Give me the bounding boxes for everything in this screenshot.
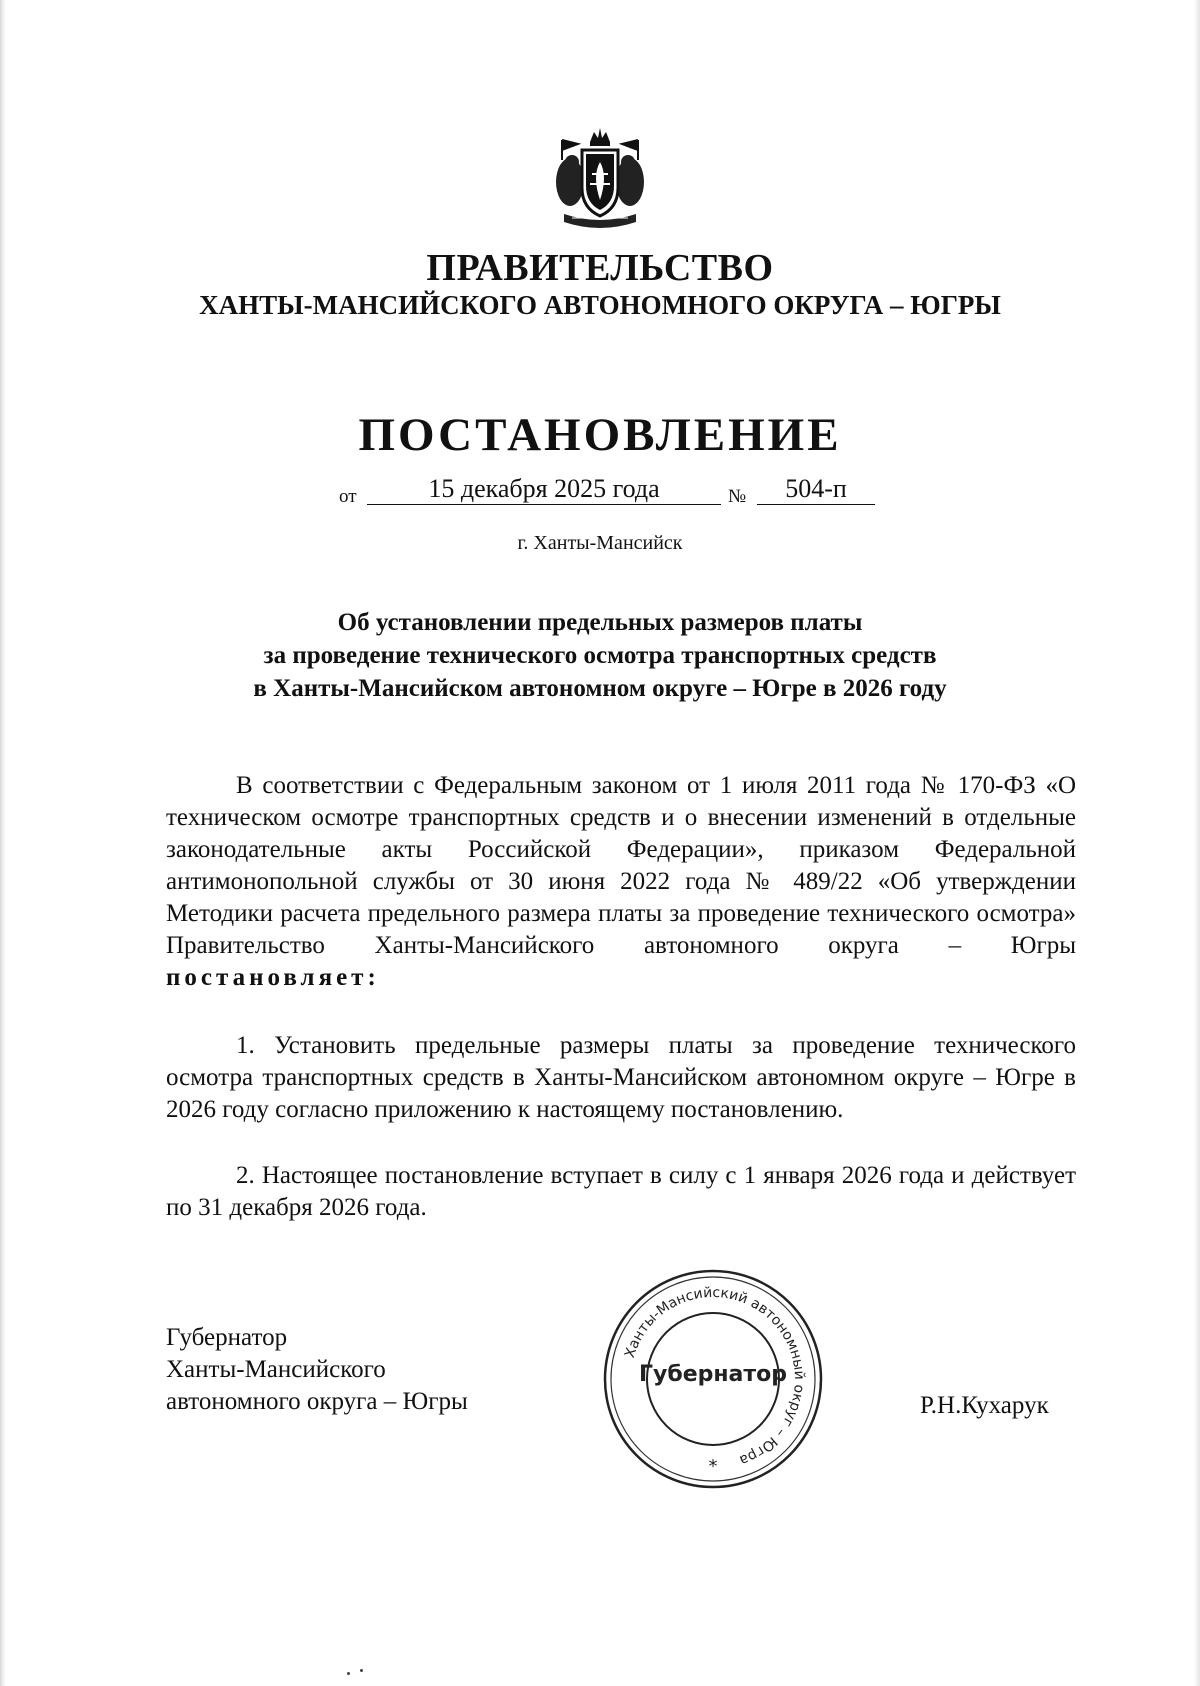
signer-title-line: Ханты-Мансийского (166, 1356, 386, 1383)
seal-star: * (708, 1456, 718, 1477)
item-paragraph: 2. Настоящее постановление вступает в силу с 1 января 2026 года и действует по 31 декабря 2026 года. (166, 1162, 1076, 1221)
coat-of-arms-icon (552, 126, 648, 234)
scan-speck (360, 1669, 363, 1672)
document-date: 15 декабря 2025 года (367, 474, 721, 505)
document-number: 504-п (757, 474, 875, 505)
number-label: № (728, 486, 747, 507)
item-paragraph: 1. Установить предельные размеры платы за проведение технического осмотра транспортных средств в Ханты-Мансийском автономном округе – Югре в 2026 году согласно приложению к настоящему постановлению. (166, 1032, 1076, 1123)
seal-center-label: Губернатор (638, 1362, 788, 1387)
document-type: ПОСТАНОВЛЕНИЕ (358, 409, 842, 461)
government-subtitle: ХАНТЫ-МАНСИЙСКОГО АВТОНОМНОГО ОКРУГА – ЮГРЫ (199, 290, 1001, 320)
document-subject (150, 606, 1050, 705)
signer-title-line: автономного округа – Югры (166, 1388, 468, 1415)
preamble-text: В соответствии с Федеральным законом от 1 июля 2011 года № 170-ФЗ «О техническом осмотре транспортных средств и о внесении изменений в отдельные законодательные акты Российской Федерации», приказом Федеральной антимонопольной службы от 30 июня 2022 года № 489/22 «Об утверждении Методики расчета предельного размера платы за проведение технического осмотра» Правительство Ханты-Мансийского автономного округа – Югры (166, 772, 1076, 959)
subject-line: Об установлении предельных размеров платы (337, 609, 863, 636)
subject-line: за проведение технического осмотра транспортных средств (263, 642, 937, 669)
signer-title-line: Губернатор (166, 1324, 288, 1351)
subject-line: в Ханты-Мансийском автономном округе – Югре в 2026 году (253, 675, 947, 702)
decree-word: постановляет: (166, 964, 380, 991)
seal-ring-text: Ханты-Мансийский автономный округ – Югра (621, 1284, 808, 1469)
scan-speck (347, 1672, 350, 1675)
government-title: ПРАВИТЕЛЬСТВО (426, 247, 774, 289)
signer-name: Р.Н.Кухарук (920, 1392, 1049, 1419)
date-label: от (339, 486, 357, 507)
preamble-paragraph (166, 770, 1076, 994)
signer-title (166, 1322, 468, 1418)
document-city: г. Ханты-Мансийск (517, 532, 683, 554)
